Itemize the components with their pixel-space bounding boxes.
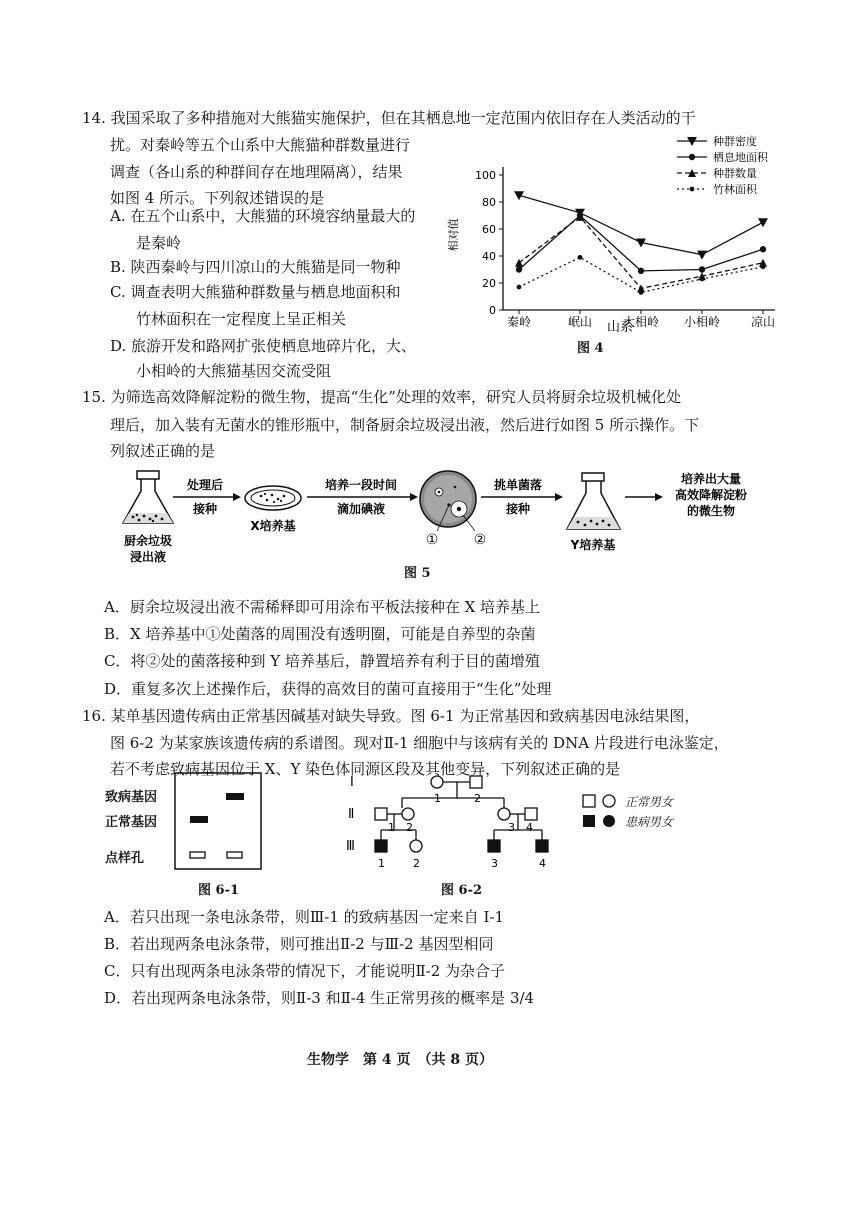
x-tick-label: 小相岭 xyxy=(683,315,721,329)
flask-kitchen-waste-icon xyxy=(123,471,173,523)
q14-option-b: B. 陕西秦岭与四川凉山的大熊猫是同一物种 xyxy=(110,258,401,276)
pedigree-iii3-affected-male xyxy=(488,840,500,852)
data-point xyxy=(758,218,768,227)
arrow3-top-text: 挑单菌落 xyxy=(493,478,543,492)
figure-6-1-caption: 图 6-1 xyxy=(198,883,240,898)
pedigree-diagram xyxy=(346,772,560,880)
x-tick-label: 凉山 xyxy=(750,315,776,329)
sample-well-2 xyxy=(227,852,242,858)
pedigree-num-ii1: 1 xyxy=(388,821,395,834)
pedigree-iii1-affected-male xyxy=(375,840,387,852)
q14-line4: 如图 4 所示。下列叙述错误的是 xyxy=(110,189,325,207)
gel-label-wells: 点样孔 xyxy=(105,851,145,866)
y-tick-label: 40 xyxy=(482,250,496,263)
legend-affected-label: 患病男女 xyxy=(625,815,674,829)
q16-option-b: B．若出现两条电泳条带，则可推出Ⅱ-2 与Ⅲ-2 基因型相同 xyxy=(104,935,494,953)
pedigree-iii4-affected-male xyxy=(536,840,548,852)
y-tick-label: 20 xyxy=(482,277,496,290)
arrow3-bottom-text: 接种 xyxy=(505,502,531,516)
data-point xyxy=(761,264,766,269)
data-point xyxy=(700,277,705,282)
arrow-4-icon xyxy=(655,493,663,501)
arrow-3-icon xyxy=(555,493,563,501)
q15-option-b: B．X 培养基中①处菌落的周围没有透明圈，可能是自养型的杂菌 xyxy=(104,625,536,643)
pedigree-i1-female xyxy=(431,776,443,788)
gel-label-normal-gene: 正常基因 xyxy=(105,815,158,830)
q14-line3: 调查（各山系的种群间存在地理隔离），结果 xyxy=(110,163,403,181)
q15-line1: 15. 为筛选高效降解淀粉的微生物，提高“生化”处理的效率，研究人员将厨余垃圾机械化处 xyxy=(82,388,681,406)
q15-line2: 理后，加入装有无菌水的锥形瓶中，制备厨余垃圾浸出液，然后进行如图 5 所示操作。下 xyxy=(110,416,700,434)
pedigree-legend-symbols xyxy=(581,793,621,833)
q14-option-d: D. 旅游开发和路网扩张使栖息地碎片化，大、 xyxy=(110,337,417,355)
q14-option-c: C. 调查表明大熊猫种群数量与栖息地面积和 xyxy=(110,283,401,301)
figure-4-line-chart xyxy=(425,135,815,350)
x-tick-label: 大相岭 xyxy=(622,315,660,329)
data-point xyxy=(697,251,707,260)
x-tick-label: 秦岭 xyxy=(506,315,532,329)
q16-option-c: C．只有出现两条电泳条带的情况下，才能说明Ⅱ-2 为杂合子 xyxy=(104,962,506,980)
data-point xyxy=(639,290,644,295)
pedigree-ii1-male xyxy=(375,808,387,820)
result-line-2: 高效降解淀粉 xyxy=(674,488,748,502)
q16-line2: 图 6-2 为某家族该遗传病的系谱图。现对Ⅱ-1 细胞中与该病有关的 DNA 片段进行电泳鉴定， xyxy=(110,734,729,752)
legend-marker xyxy=(690,187,695,192)
legend-label: 竹林面积 xyxy=(713,183,757,196)
chart-series xyxy=(514,191,768,295)
figure-5-caption: 图 5 xyxy=(404,566,431,581)
arrow1-bottom-text: 接种 xyxy=(192,502,218,516)
y-tick-label: 0 xyxy=(489,304,496,317)
series-line xyxy=(519,217,763,289)
q16-line1: 16. 某单基因遗传病由正常基因碱基对缺失导致。图 6-1 为正常基因和致病基因电泳结果图， xyxy=(82,707,700,725)
result-line-3: 的微生物 xyxy=(686,504,736,518)
pedigree-gen-i: Ⅰ xyxy=(350,775,354,790)
q15-line3: 列叙述正确的是 xyxy=(110,442,216,460)
q14-line2: 扰。对秦岭等五个山系中大熊猫种群数量进行 xyxy=(110,136,411,154)
arrow-1-icon xyxy=(233,493,241,501)
data-point xyxy=(516,266,522,272)
q16-option-d: D．若出现两条电泳条带，则Ⅱ-3 和Ⅱ-4 生正常男孩的概率是 3/4 xyxy=(104,989,535,1007)
sample-well-1 xyxy=(190,852,205,858)
pedigree-num-iii1: 1 xyxy=(378,857,385,870)
q15-option-d: D．重复多次上述操作后，获得的高效目的菌可直接用于“生化”处理 xyxy=(104,680,552,698)
colony-marker-2: ② xyxy=(473,532,487,548)
arrow2-bottom-text: 滴加碘液 xyxy=(336,502,386,516)
pedigree-num-i2: 2 xyxy=(474,792,481,805)
pedigree-iii2-female xyxy=(410,840,422,852)
data-point xyxy=(517,285,522,290)
arrow2-top-text: 培养一段时间 xyxy=(324,478,398,492)
legend-affected-male-icon xyxy=(583,815,595,827)
data-point xyxy=(578,255,583,260)
flask1-label-1: 厨余垃圾 xyxy=(123,534,173,548)
flask-y-medium-icon xyxy=(567,473,620,529)
pedigree-i2-male xyxy=(470,776,482,788)
pedigree-num-ii3: 3 xyxy=(508,821,515,834)
pedigree-ii3-female xyxy=(498,808,510,820)
q14-option-a-cont: 是秦岭 xyxy=(136,234,182,252)
legend-label: 栖息地面积 xyxy=(713,151,768,164)
x-tick-label: 岷山 xyxy=(567,315,593,329)
q15-option-a: A．厨余垃圾浸出液不需稀释即可用涂布平板法接种在 X 培养基上 xyxy=(104,598,541,616)
figure-4-caption: 图 4 xyxy=(577,341,604,356)
legend-normal-female-icon xyxy=(603,795,615,807)
legend-affected-female-icon xyxy=(603,815,615,827)
chart-y-axis-label: 相对值 xyxy=(447,218,460,252)
pedigree-num-iii3: 3 xyxy=(491,857,498,870)
legend-label: 种群密度 xyxy=(713,135,757,148)
q14-option-a: A. 在五个山系中，大熊猫的环境容纳量最大的 xyxy=(110,207,416,225)
exam-page xyxy=(60,45,832,1140)
arrow1-top-text: 处理后 xyxy=(186,478,224,492)
legend-normal-male-icon xyxy=(583,795,595,807)
y-tick-label: 80 xyxy=(482,196,496,209)
flask1-label-2: 浸出液 xyxy=(129,550,167,564)
data-point xyxy=(760,246,766,252)
q14-option-d-cont: 小相岭的大熊猫基因交流受阻 xyxy=(136,362,332,380)
legend-label: 种群数量 xyxy=(713,167,757,180)
chart-legend xyxy=(677,134,769,196)
y-tick-label: 100 xyxy=(475,169,496,182)
legend-marker xyxy=(689,154,695,160)
page-footer: 生物学 第 4 页 （共 8 页） xyxy=(307,1052,493,1068)
pedigree-num-ii2: 2 xyxy=(406,821,413,834)
plate-x-label: X培养基 xyxy=(250,519,296,533)
pedigree-num-i1: 1 xyxy=(434,792,441,805)
x-medium-plate-icon xyxy=(245,486,301,510)
pedigree-num-iii2: 2 xyxy=(413,857,420,870)
gel-electrophoresis-diagram xyxy=(174,772,264,872)
data-point xyxy=(638,268,644,274)
iodine-stained-plate-icon xyxy=(420,471,476,531)
pedigree-ii2-female xyxy=(402,808,414,820)
colony-marker-1: ① xyxy=(425,532,439,548)
legend-normal-label: 正常男女 xyxy=(625,795,674,809)
gel-label-disease-gene: 致病基因 xyxy=(105,790,158,805)
q16-option-a: A．若只出现一条电泳条带，则Ⅲ-1 的致病基因一定来自 I-1 xyxy=(104,908,504,926)
pedigree-ii4-male xyxy=(525,808,537,820)
y-tick-label: 60 xyxy=(482,223,496,236)
disease-gene-band xyxy=(226,793,244,800)
figure-5-procedure xyxy=(115,465,755,580)
pedigree-gen-ii: Ⅱ xyxy=(348,807,355,822)
normal-gene-band xyxy=(190,816,208,823)
pedigree-num-iii4: 4 xyxy=(539,857,546,870)
pedigree-gen-iii: Ⅲ xyxy=(346,839,355,854)
chart-x-axis-label: 山系 xyxy=(606,320,634,335)
q14-option-c-cont: 竹林面积在一定程度上呈正相关 xyxy=(136,310,347,328)
flask-y-label: Y培养基 xyxy=(570,538,616,552)
q16-line3: 若不考虑致病基因位于 X、Y 染色体同源区段及其他变异，下列叙述正确的是 xyxy=(110,760,621,778)
data-point xyxy=(699,266,705,272)
arrow-2-icon xyxy=(410,493,418,501)
q15-option-c: C．将②处的菌落接种到 Y 培养基后，静置培养有利于目的菌增殖 xyxy=(104,652,540,670)
result-line-1: 培养出大量 xyxy=(680,472,742,486)
pedigree-num-ii4: 4 xyxy=(526,821,533,834)
figure-6-2-caption: 图 6-2 xyxy=(441,883,483,898)
q14-line1: 14. 我国采取了多种措施对大熊猫实施保护，但在其栖息地一定范围内依旧存在人类活动的干 xyxy=(82,109,696,127)
